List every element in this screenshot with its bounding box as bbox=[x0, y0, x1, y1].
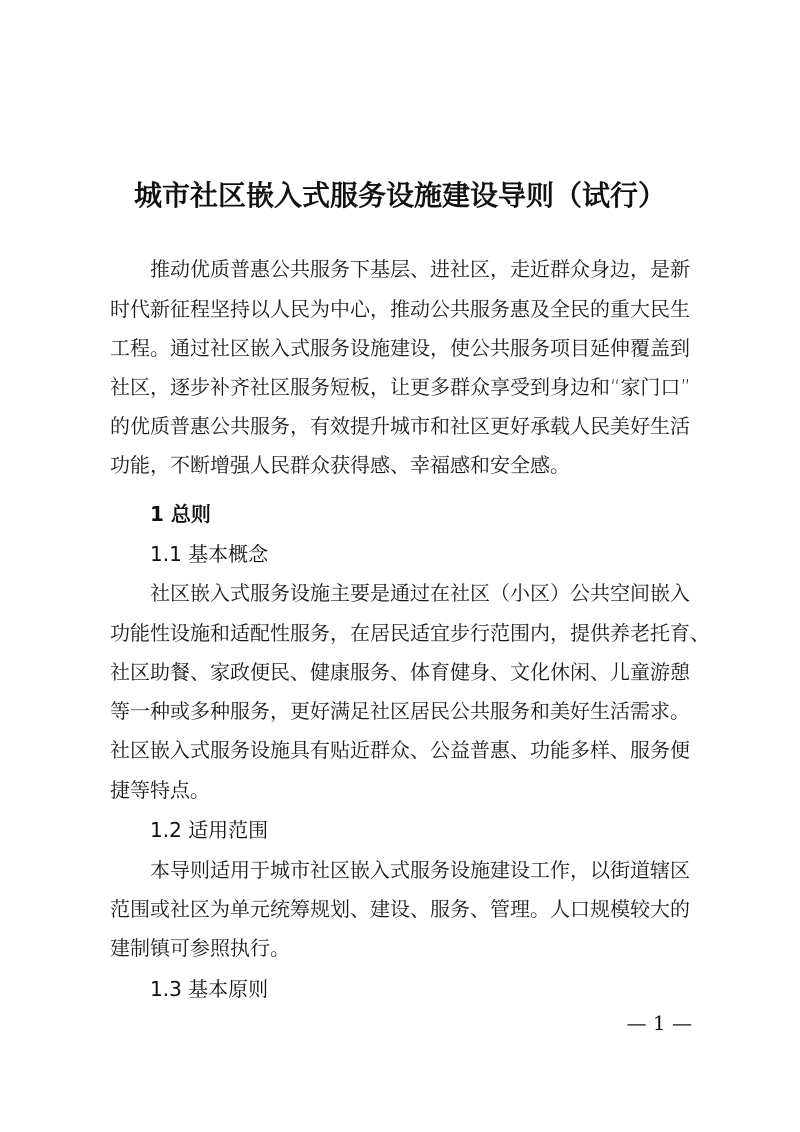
concept-line-1: 社区嵌入式服务设施主要是通过在社区（小区）公共空间嵌入 bbox=[150, 581, 690, 605]
concept-line-4: 等一种或多种服务，更好满足社区居民公共服务和美好生活需求。 bbox=[110, 699, 690, 723]
concept-line-2: 功能性设施和适配性服务，在居民适宜步行范围内，提供养老托育、 bbox=[110, 621, 710, 645]
intro-line-2: 时代新征程坚持以人民为中心，推动公共服务惠及全民的重大民生 bbox=[110, 297, 690, 321]
subsection-heading-1-2: 1.2 适用范围 bbox=[150, 818, 269, 842]
scope-line-1: 本导则适用于城市社区嵌入式服务设施建设工作，以街道辖区 bbox=[150, 858, 690, 882]
concept-line-3: 社区助餐、家政便民、健康服务、体育健身、文化休闲、儿童游憩 bbox=[110, 660, 690, 684]
page-number: — 1 — bbox=[626, 1011, 692, 1035]
subsection-heading-1-3: 1.3 基本原则 bbox=[150, 977, 269, 1001]
intro-line-4: 社区，逐步补齐社区服务短板，让更多群众享受到身边和“家门口” bbox=[110, 375, 691, 399]
intro-line-6: 功能，不断增强人民群众获得感、幸福感和安全感。 bbox=[110, 453, 570, 477]
document-title: 城市社区嵌入式服务设施建设导则（试行） bbox=[133, 179, 666, 212]
intro-line-3: 工程。通过社区嵌入式服务设施建设，使公共服务项目延伸覆盖到 bbox=[110, 336, 690, 360]
concept-line-6: 捷等特点。 bbox=[110, 778, 210, 802]
section-heading-1: 1 总则 bbox=[150, 502, 211, 526]
subsection-heading-1-1: 1.1 基本概念 bbox=[150, 542, 269, 566]
intro-line-5: 的优质普惠公共服务，有效提升城市和社区更好承载人民美好生活 bbox=[110, 414, 690, 438]
intro-line-1: 推动优质普惠公共服务下基层、进社区，走近群众身边，是新 bbox=[150, 257, 690, 281]
concept-line-5: 社区嵌入式服务设施具有贴近群众、公益普惠、功能多样、服务便 bbox=[110, 738, 690, 762]
scope-line-3: 建制镇可参照执行。 bbox=[110, 936, 290, 960]
scope-line-2: 范围或社区为单元统筹规划、建设、服务、管理。人口规模较大的 bbox=[110, 897, 690, 921]
